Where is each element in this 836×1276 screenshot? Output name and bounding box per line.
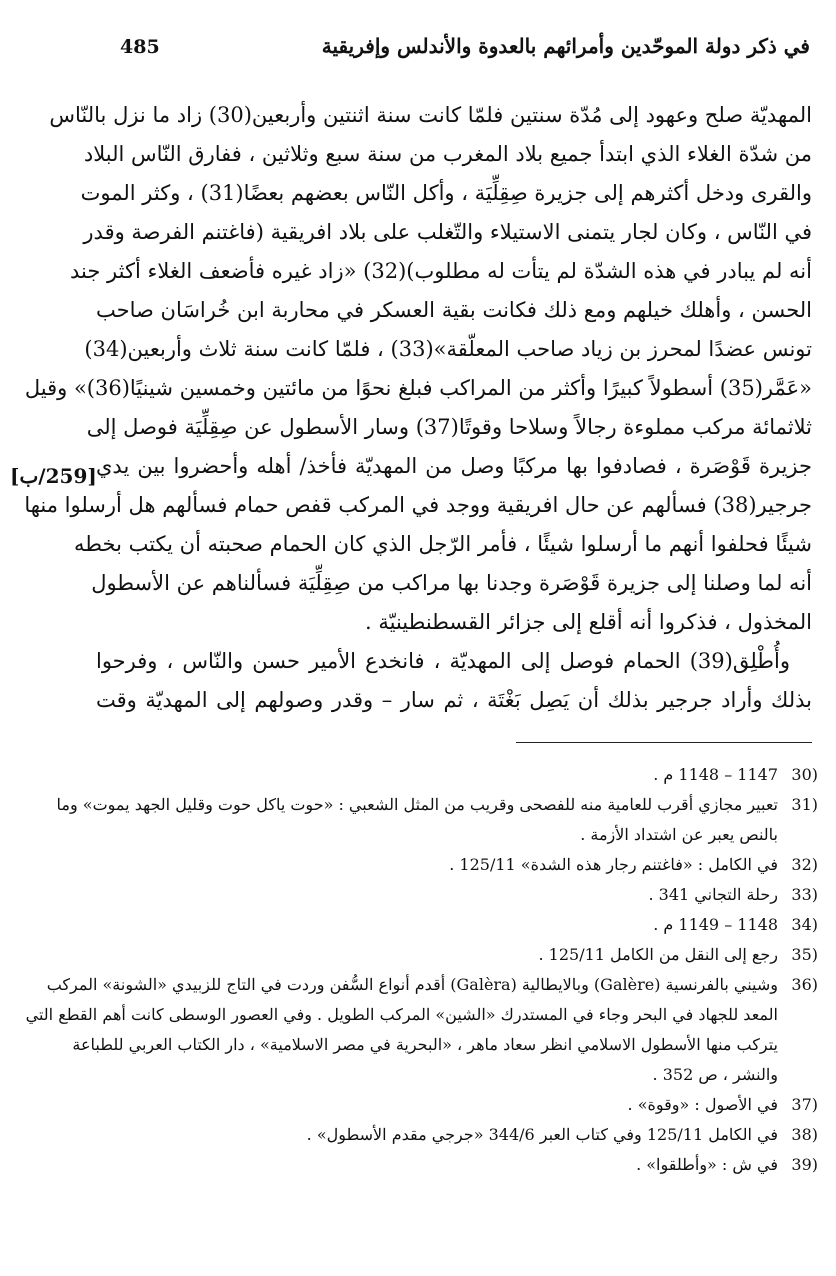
footnote-separator <box>516 742 812 743</box>
footnote <box>18 1150 818 1180</box>
footnote-text: والنشر ، ص 352 . <box>652 1065 778 1084</box>
footnote <box>18 790 818 850</box>
footnote-text: 1148 – 1149 م . <box>653 915 778 934</box>
footnote <box>18 1090 818 1120</box>
footnote-number: (39 <box>791 1155 818 1174</box>
manuscript-folio-marker: [259/ب] <box>10 464 97 488</box>
page-number: 485 <box>120 36 160 58</box>
footnote-text: في الأصول : «وقوة» . <box>627 1095 778 1114</box>
footnote-number: (35 <box>791 945 818 964</box>
text-line: أنه لما وصلنا إلى جزيرة قَوْصَرة وجدنا بها مراكب من صِقِلِّيَة فسألناهم عن الأسطول <box>91 571 812 595</box>
footnote-text: في الكامل 125/11 وفي كتاب العبر 344/6 «جرجي مقدم الأسطول» . <box>306 1125 778 1144</box>
footnote-number: (37 <box>791 1095 818 1114</box>
text-line: وأُطْلِق(39) الحمام فوصل إلى المهديّة ، فانخدع الأمير حسن والنّاس ، وفرحوا <box>96 649 790 673</box>
text-line: شيئًا فحلفوا أنهم ما أرسلوا شيئًا ، فأمر الرّجل الذي كان الحمام صحبته أن يكتب بخطه <box>74 532 812 556</box>
footnote-text: رجع إلى النقل من الكامل 125/11 . <box>538 945 778 964</box>
footnote-number: (33 <box>791 885 818 904</box>
text-line: المهديّة صلح وعهود إلى مُدّة سنتين فلمّا كانت سنة اثنتين وأربعين(30) زاد ما نزل بالنّاس <box>49 103 812 127</box>
text-line: من شدّة الغلاء الذي ابتدأ جميع بلاد المغرب من سنة سبع وثلاثين ، ففارق النّاس البلاد <box>83 142 812 166</box>
text-line: والقرى ودخل أكثرهم إلى جزيرة صِقِلِّيَة ، وأكل النّاس بعضهم بعضًا(31) ، وكثر الموت <box>80 181 812 205</box>
footnote-text: في الكامل : «فاغتنم رجار هذه الشدة» 125/11 . <box>449 855 778 874</box>
footnote-text: 1147 – 1148 م . <box>653 765 778 784</box>
footnote-number: (38 <box>791 1125 818 1144</box>
footnote <box>18 970 818 1090</box>
text-line: الحسن ، وأهلك خيلهم ومع ذلك فكانت بقية العسكر في محاربة ابن خُراسَان صاحب <box>96 298 812 322</box>
text-line: بذلك وأراد جرجير بذلك أن يَصِل بَغْتَة ، ثم سار – وقدر وصولهم إلى المهديّة وقت <box>96 688 812 712</box>
footnote-number: (32 <box>791 855 818 874</box>
text-line: «عَمَّر(35) أسطولاً كبيرًا وأكثر من المراكب فبلغ نحوًا من مائتين وخمسين شينيًا(36)» وقيل <box>24 376 812 400</box>
text-line: جزيرة قَوْصَرة ، فصادفوا بها مركبًا وصل من المهديّة فأخذ/ أهله وأحضروا بين يدي <box>96 454 812 478</box>
footnote <box>18 880 818 910</box>
footnote-text: رحلة التجاني 341 . <box>648 885 778 904</box>
text-line: جرجير(38) فسألهم عن حال افريقية ووجد في المركب قفص حمام فسألهم هل أرسلوا منها <box>24 493 812 517</box>
text-line: أنه لم يبادر في هذه الشدّة لم يتأت له مطلوب)(32) «زاد غيره فأضعف الغلاء أكثر جند <box>70 259 812 283</box>
footnote-number: (36 <box>791 975 818 994</box>
page-header <box>80 32 810 68</box>
footnote-text: يتركب منها الأسطول الاسلامي انظر سعاد ماهر ، «البحرية في مصر الاسلامية» ، دار الكتاب العربي للطباعة <box>72 1035 778 1054</box>
text-line: المخذول ، فذكروا أنه أقلع إلى جزائر القسطنطينيّة . <box>365 610 812 634</box>
text-line: في النّاس ، وكان لجار يتمنى الاستيلاء والتّغلب على بلاد افريقية (فاغتنم الفرصة وقدر <box>83 220 812 244</box>
footnote <box>18 850 818 880</box>
footnote-number: (30 <box>791 765 818 784</box>
text-line: تونس عضدًا لمحرز بن زياد صاحب المعلّقة»(33) ، فلمّا كانت سنة ثلاث وأربعين(34) <box>84 337 812 361</box>
footnote-text: المعد للجهاد في البحر وجاء في المستدرك «الشين» المركب الطويل . وفي العصور الوسطى كانت أهم القطع التي <box>25 1005 778 1024</box>
text-line: ثلاثمائة مركب مملوءة رجالاً وسلاحا وقوتًا(37) وسار الأسطول عن صِقِلِّيَة فوصل إلى <box>86 415 812 439</box>
footnote-text: في ش : «وأطلقوا» . <box>636 1155 778 1174</box>
footnote-number: (31 <box>791 795 818 814</box>
footnote <box>18 1120 818 1150</box>
footnote <box>18 760 818 790</box>
running-title: في ذكر دولة الموحّدين وأمرائهم بالعدوة والأندلس وإفريقية <box>321 34 810 58</box>
footnote <box>18 940 818 970</box>
footnote-text: وشيني بالفرنسية (Galère) وبالايطالية (Galèra) أقدم أنواع السُّفن وردت في التاج للزبيدي «الشونة» المركب <box>46 975 778 994</box>
footnote-text: بالنص يعبر عن اشتداد الأزمة . <box>580 825 778 844</box>
footnote <box>18 910 818 940</box>
footnote-text: تعبير مجازي أقرب للعامية منه للفصحى وقريب من المثل الشعبي : «حوت ياكل حوت وقليل الجهد يموت» وما <box>56 795 778 814</box>
footnote-number: (34 <box>791 915 818 934</box>
footnotes <box>18 760 818 1180</box>
